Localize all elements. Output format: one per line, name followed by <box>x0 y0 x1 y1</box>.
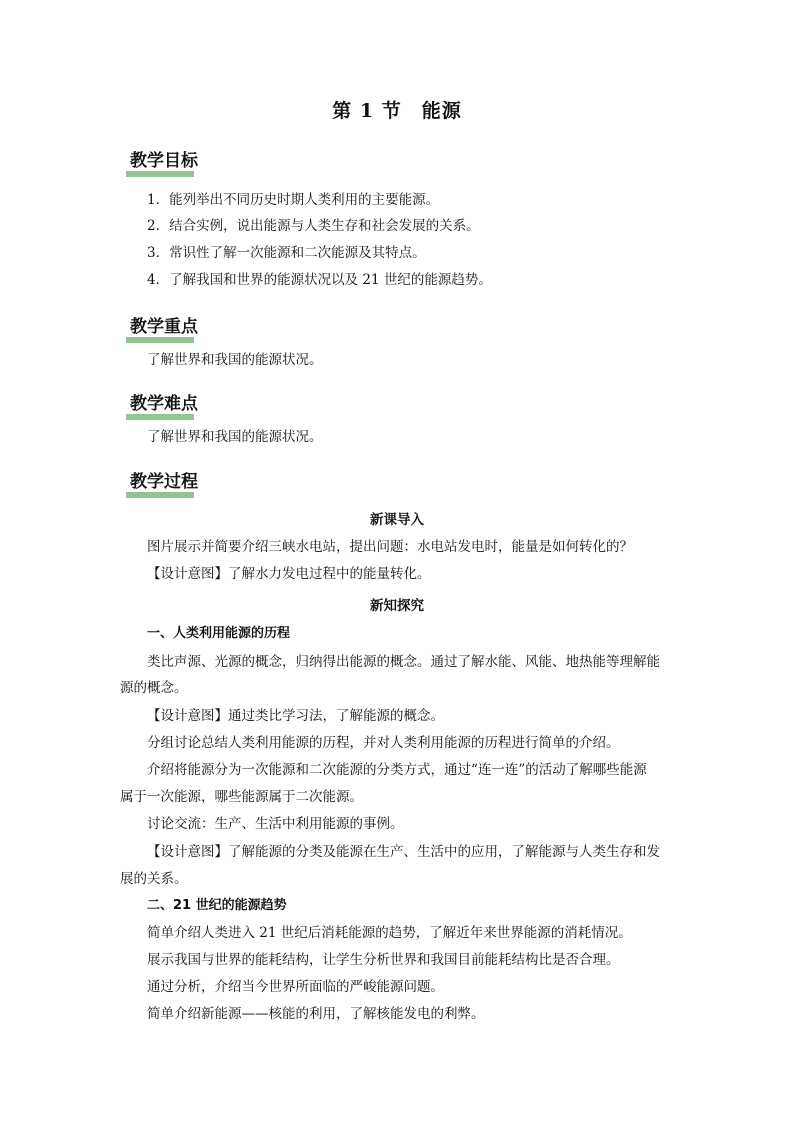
s1-paragraph4: 讨论交流：生产、生活中利用能源的事例。 <box>147 816 404 832</box>
key-points-text: 了解世界和我国的能源状况。 <box>147 352 323 368</box>
difficulties-text: 了解世界和我国的能源状况。 <box>147 429 323 445</box>
heading-underline <box>126 337 194 343</box>
heading-underline <box>126 414 194 420</box>
s2-paragraph4: 简单介绍新能源——核能的利用，了解核能发电的利弊。 <box>147 1006 485 1022</box>
s1-intent1: 【设计意图】通过类比学习法，了解能源的概念。 <box>147 708 444 724</box>
intro-title: 新课导入 <box>370 512 424 528</box>
process-heading: 教学过程 <box>130 471 198 493</box>
s1-paragraph3-line1: 介绍将能源分为一次能源和二次能源的分类方式，通过“连一连”的活动了解哪些能源 <box>147 762 647 778</box>
s2-paragraph2: 展示我国与世界的能耗结构，让学生分析世界和我国目前能耗结构比是否合理。 <box>147 952 620 968</box>
heading-underline <box>126 492 194 498</box>
key-points-heading: 教学重点 <box>130 316 198 338</box>
s1-intent2-line2: 展的关系。 <box>120 871 188 887</box>
s2-paragraph3: 通过分析，介绍当今世界所面临的严峻能源问题。 <box>147 979 444 995</box>
intro-text: 图片展示并简要介绍三峡水电站，提出问题：水电站发电时，能量是如何转化的？ <box>147 539 633 555</box>
page-title: 第 1 节 能源 <box>332 100 462 122</box>
s1-paragraph1-line1: 类比声源、光源的概念，归纳得出能源的概念。通过了解水能、风能、地热能等理解能 <box>147 654 660 670</box>
section1-title: 一、人类利用能源的历程 <box>147 626 291 641</box>
explore-title: 新知探究 <box>370 598 424 614</box>
goal-item-4: 4．了解我国和世界的能源状况以及 21 世纪的能源趋势。 <box>147 272 492 288</box>
goal-item-3: 3．常识性了解一次能源和二次能源及其特点。 <box>147 245 426 261</box>
goals-heading: 教学目标 <box>130 150 198 172</box>
goal-item-1: 1．能列举出不同历史时期人类利用的主要能源。 <box>147 192 440 208</box>
difficulties-heading: 教学难点 <box>130 393 198 415</box>
section2-title: 二、21 世纪的能源趋势 <box>147 898 287 913</box>
s1-paragraph2: 分组讨论总结人类利用能源的历程，并对人类利用能源的历程进行简单的介绍。 <box>147 735 620 751</box>
heading-underline <box>126 171 194 177</box>
goal-item-2: 2．结合实例，说出能源与人类生存和社会发展的关系。 <box>147 218 480 234</box>
s2-paragraph1: 简单介绍人类进入 21 世纪后消耗能源的趋势，了解近年来世界能源的消耗情况。 <box>147 925 632 941</box>
s1-paragraph3-line2: 属于一次能源，哪些能源属于二次能源。 <box>120 789 363 805</box>
intro-intent: 【设计意图】了解水力发电过程中的能量转化。 <box>147 566 431 582</box>
s1-intent2-line1: 【设计意图】了解能源的分类及能源在生产、生活中的应用，了解能源与人类生存和发 <box>147 844 660 860</box>
s1-paragraph1-line2: 源的概念。 <box>120 680 188 696</box>
